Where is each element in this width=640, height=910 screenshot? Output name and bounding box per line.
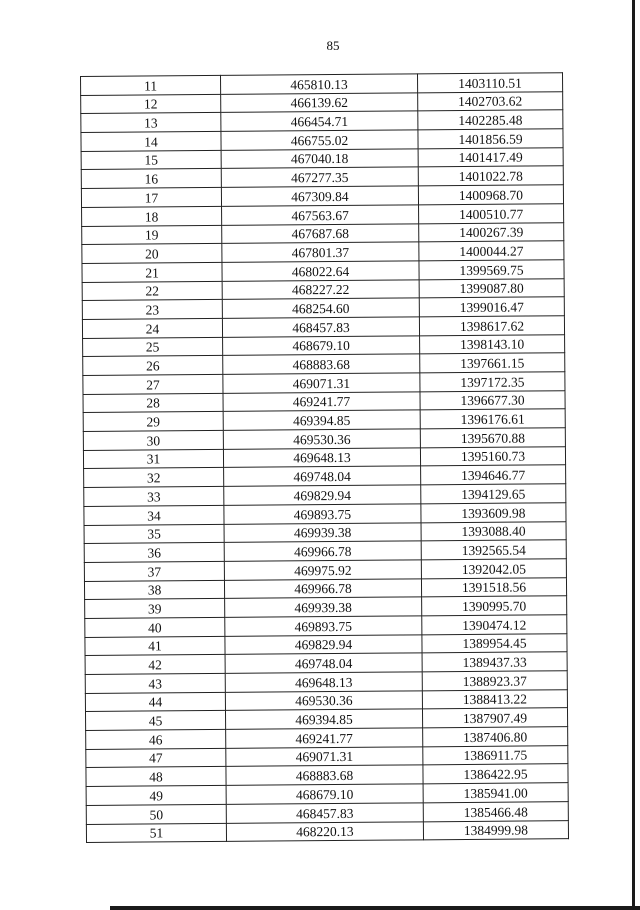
x-coordinate-cell: 469241.77	[226, 728, 423, 748]
point-number-cell: 42	[85, 655, 225, 675]
x-coordinate-cell: 469829.94	[224, 485, 421, 505]
y-coordinate-cell: 1386422.95	[423, 764, 568, 784]
x-coordinate-cell: 466139.62	[221, 93, 418, 113]
y-coordinate-cell: 1402703.62	[418, 91, 563, 111]
x-coordinate-cell: 469648.13	[223, 448, 420, 468]
x-coordinate-cell: 465810.13	[220, 74, 417, 94]
y-coordinate-cell: 1393609.98	[421, 503, 566, 523]
x-coordinate-cell: 467687.68	[222, 223, 419, 243]
y-coordinate-cell: 1399016.47	[419, 297, 564, 317]
point-number-cell: 17	[81, 188, 221, 208]
y-coordinate-cell: 1390995.70	[422, 596, 567, 616]
y-coordinate-cell: 1395160.73	[420, 446, 565, 466]
x-coordinate-cell: 467277.35	[221, 167, 418, 187]
x-coordinate-cell: 469530.36	[223, 429, 420, 449]
y-coordinate-cell: 1394646.77	[421, 465, 566, 485]
y-coordinate-cell: 1398143.10	[420, 334, 565, 354]
y-coordinate-cell: 1397172.35	[420, 372, 565, 392]
point-number-cell: 20	[82, 244, 222, 264]
point-number-cell: 19	[82, 225, 222, 245]
y-coordinate-cell: 1400044.27	[419, 241, 564, 261]
y-coordinate-cell: 1393088.40	[421, 521, 566, 541]
y-coordinate-cell: 1401022.78	[418, 166, 563, 186]
point-number-cell: 50	[86, 804, 226, 824]
y-coordinate-cell: 1388923.37	[422, 671, 567, 691]
x-coordinate-cell: 466755.02	[221, 130, 418, 150]
y-coordinate-cell: 1400968.70	[418, 185, 563, 205]
x-coordinate-cell: 469966.78	[224, 578, 421, 598]
point-number-cell: 22	[82, 281, 222, 301]
point-number-cell: 26	[83, 356, 223, 376]
point-number-cell: 24	[82, 318, 222, 338]
point-number-cell: 33	[84, 487, 224, 507]
x-coordinate-cell: 469394.85	[223, 410, 420, 430]
coordinate-table-body	[81, 73, 569, 843]
y-coordinate-cell: 1391518.56	[421, 577, 566, 597]
point-number-cell: 31	[83, 449, 223, 469]
point-number-cell: 45	[85, 711, 225, 731]
x-coordinate-cell: 468227.22	[222, 279, 419, 299]
y-coordinate-cell: 1389954.45	[422, 633, 567, 653]
y-coordinate-cell: 1396176.61	[420, 409, 565, 429]
y-coordinate-cell: 1403110.51	[417, 73, 562, 93]
y-coordinate-cell: 1387406.80	[423, 727, 568, 747]
x-coordinate-cell: 469530.36	[225, 691, 422, 711]
y-coordinate-cell: 1389437.33	[422, 652, 567, 672]
x-coordinate-cell: 469975.92	[224, 560, 421, 580]
y-coordinate-cell: 1402285.48	[418, 110, 563, 130]
y-coordinate-cell: 1387907.49	[422, 708, 567, 728]
x-coordinate-cell: 468254.60	[222, 298, 419, 318]
point-number-cell: 11	[81, 75, 221, 95]
point-number-cell: 46	[86, 729, 226, 749]
x-coordinate-cell: 468457.83	[226, 803, 423, 823]
x-coordinate-cell: 468883.68	[226, 765, 423, 785]
point-number-cell: 15	[81, 150, 221, 170]
x-coordinate-cell: 469829.94	[225, 634, 422, 654]
y-coordinate-cell: 1384999.98	[423, 820, 568, 840]
point-number-cell: 51	[86, 823, 226, 843]
point-number-cell: 40	[85, 617, 225, 637]
point-number-cell: 12	[81, 94, 221, 114]
x-coordinate-cell: 469071.31	[226, 747, 423, 767]
x-coordinate-cell: 469966.78	[224, 541, 421, 561]
point-number-cell: 16	[81, 169, 221, 189]
x-coordinate-cell: 468220.13	[226, 821, 423, 841]
point-number-cell: 34	[84, 505, 224, 525]
point-number-cell: 14	[81, 131, 221, 151]
x-coordinate-cell: 467801.37	[222, 242, 419, 262]
point-number-cell: 36	[84, 543, 224, 563]
y-coordinate-cell: 1388413.22	[422, 689, 567, 709]
x-coordinate-cell: 468457.83	[222, 317, 419, 337]
point-number-cell: 44	[85, 692, 225, 712]
x-coordinate-cell: 469893.75	[224, 504, 421, 524]
x-coordinate-cell: 469241.77	[223, 392, 420, 412]
point-number-cell: 25	[83, 337, 223, 357]
point-number-cell: 37	[84, 561, 224, 581]
point-number-cell: 35	[84, 524, 224, 544]
y-coordinate-cell: 1396677.30	[420, 390, 565, 410]
y-coordinate-cell: 1386911.75	[423, 745, 568, 765]
y-coordinate-cell: 1392565.54	[421, 540, 566, 560]
page-edge-right	[632, 0, 635, 910]
y-coordinate-cell: 1385466.48	[423, 802, 568, 822]
point-number-cell: 47	[86, 748, 226, 768]
x-coordinate-cell: 466454.71	[221, 111, 418, 131]
x-coordinate-cell: 469071.31	[223, 373, 420, 393]
y-coordinate-cell: 1401417.49	[418, 147, 563, 167]
page-edge-bottom	[110, 906, 640, 910]
page-number: 85	[326, 38, 340, 53]
x-coordinate-cell: 469893.75	[225, 616, 422, 636]
point-number-cell: 39	[85, 599, 225, 619]
y-coordinate-cell: 1399087.80	[419, 278, 564, 298]
y-coordinate-cell: 1401856.59	[418, 129, 563, 149]
point-number-cell: 18	[82, 206, 222, 226]
y-coordinate-cell: 1395670.88	[420, 428, 565, 448]
x-coordinate-cell: 469939.38	[225, 597, 422, 617]
point-number-cell: 30	[83, 430, 223, 450]
point-number-cell: 23	[82, 300, 222, 320]
point-number-cell: 27	[83, 374, 223, 394]
y-coordinate-cell: 1399569.75	[419, 260, 564, 280]
point-number-cell: 29	[83, 412, 223, 432]
y-coordinate-cell: 1398617.62	[419, 316, 564, 336]
x-coordinate-cell: 469748.04	[224, 466, 421, 486]
y-coordinate-cell: 1390474.12	[422, 615, 567, 635]
y-coordinate-cell: 1385941.00	[423, 783, 568, 803]
point-number-cell: 13	[81, 113, 221, 133]
x-coordinate-cell: 469748.04	[225, 653, 422, 673]
y-coordinate-cell: 1400510.77	[419, 204, 564, 224]
point-number-cell: 48	[86, 767, 226, 787]
point-number-cell: 43	[85, 673, 225, 693]
x-coordinate-cell: 468883.68	[223, 354, 420, 374]
y-coordinate-cell: 1394129.65	[421, 484, 566, 504]
table-row	[86, 820, 568, 842]
x-coordinate-cell: 469939.38	[224, 522, 421, 542]
coordinate-table	[80, 72, 569, 843]
y-coordinate-cell: 1392042.05	[421, 559, 566, 579]
x-coordinate-cell: 469648.13	[225, 672, 422, 692]
x-coordinate-cell: 469394.85	[225, 709, 422, 729]
x-coordinate-cell: 467309.84	[221, 186, 418, 206]
point-number-cell: 21	[82, 262, 222, 282]
point-number-cell: 49	[86, 785, 226, 805]
point-number-cell: 28	[83, 393, 223, 413]
x-coordinate-cell: 467563.67	[222, 205, 419, 225]
x-coordinate-cell: 468022.64	[222, 261, 419, 281]
y-coordinate-cell: 1397661.15	[420, 353, 565, 373]
x-coordinate-cell: 468679.10	[223, 335, 420, 355]
y-coordinate-cell: 1400267.39	[419, 222, 564, 242]
x-coordinate-cell: 467040.18	[221, 149, 418, 169]
x-coordinate-cell: 468679.10	[226, 784, 423, 804]
point-number-cell: 41	[85, 636, 225, 656]
point-number-cell: 38	[84, 580, 224, 600]
point-number-cell: 32	[84, 468, 224, 488]
